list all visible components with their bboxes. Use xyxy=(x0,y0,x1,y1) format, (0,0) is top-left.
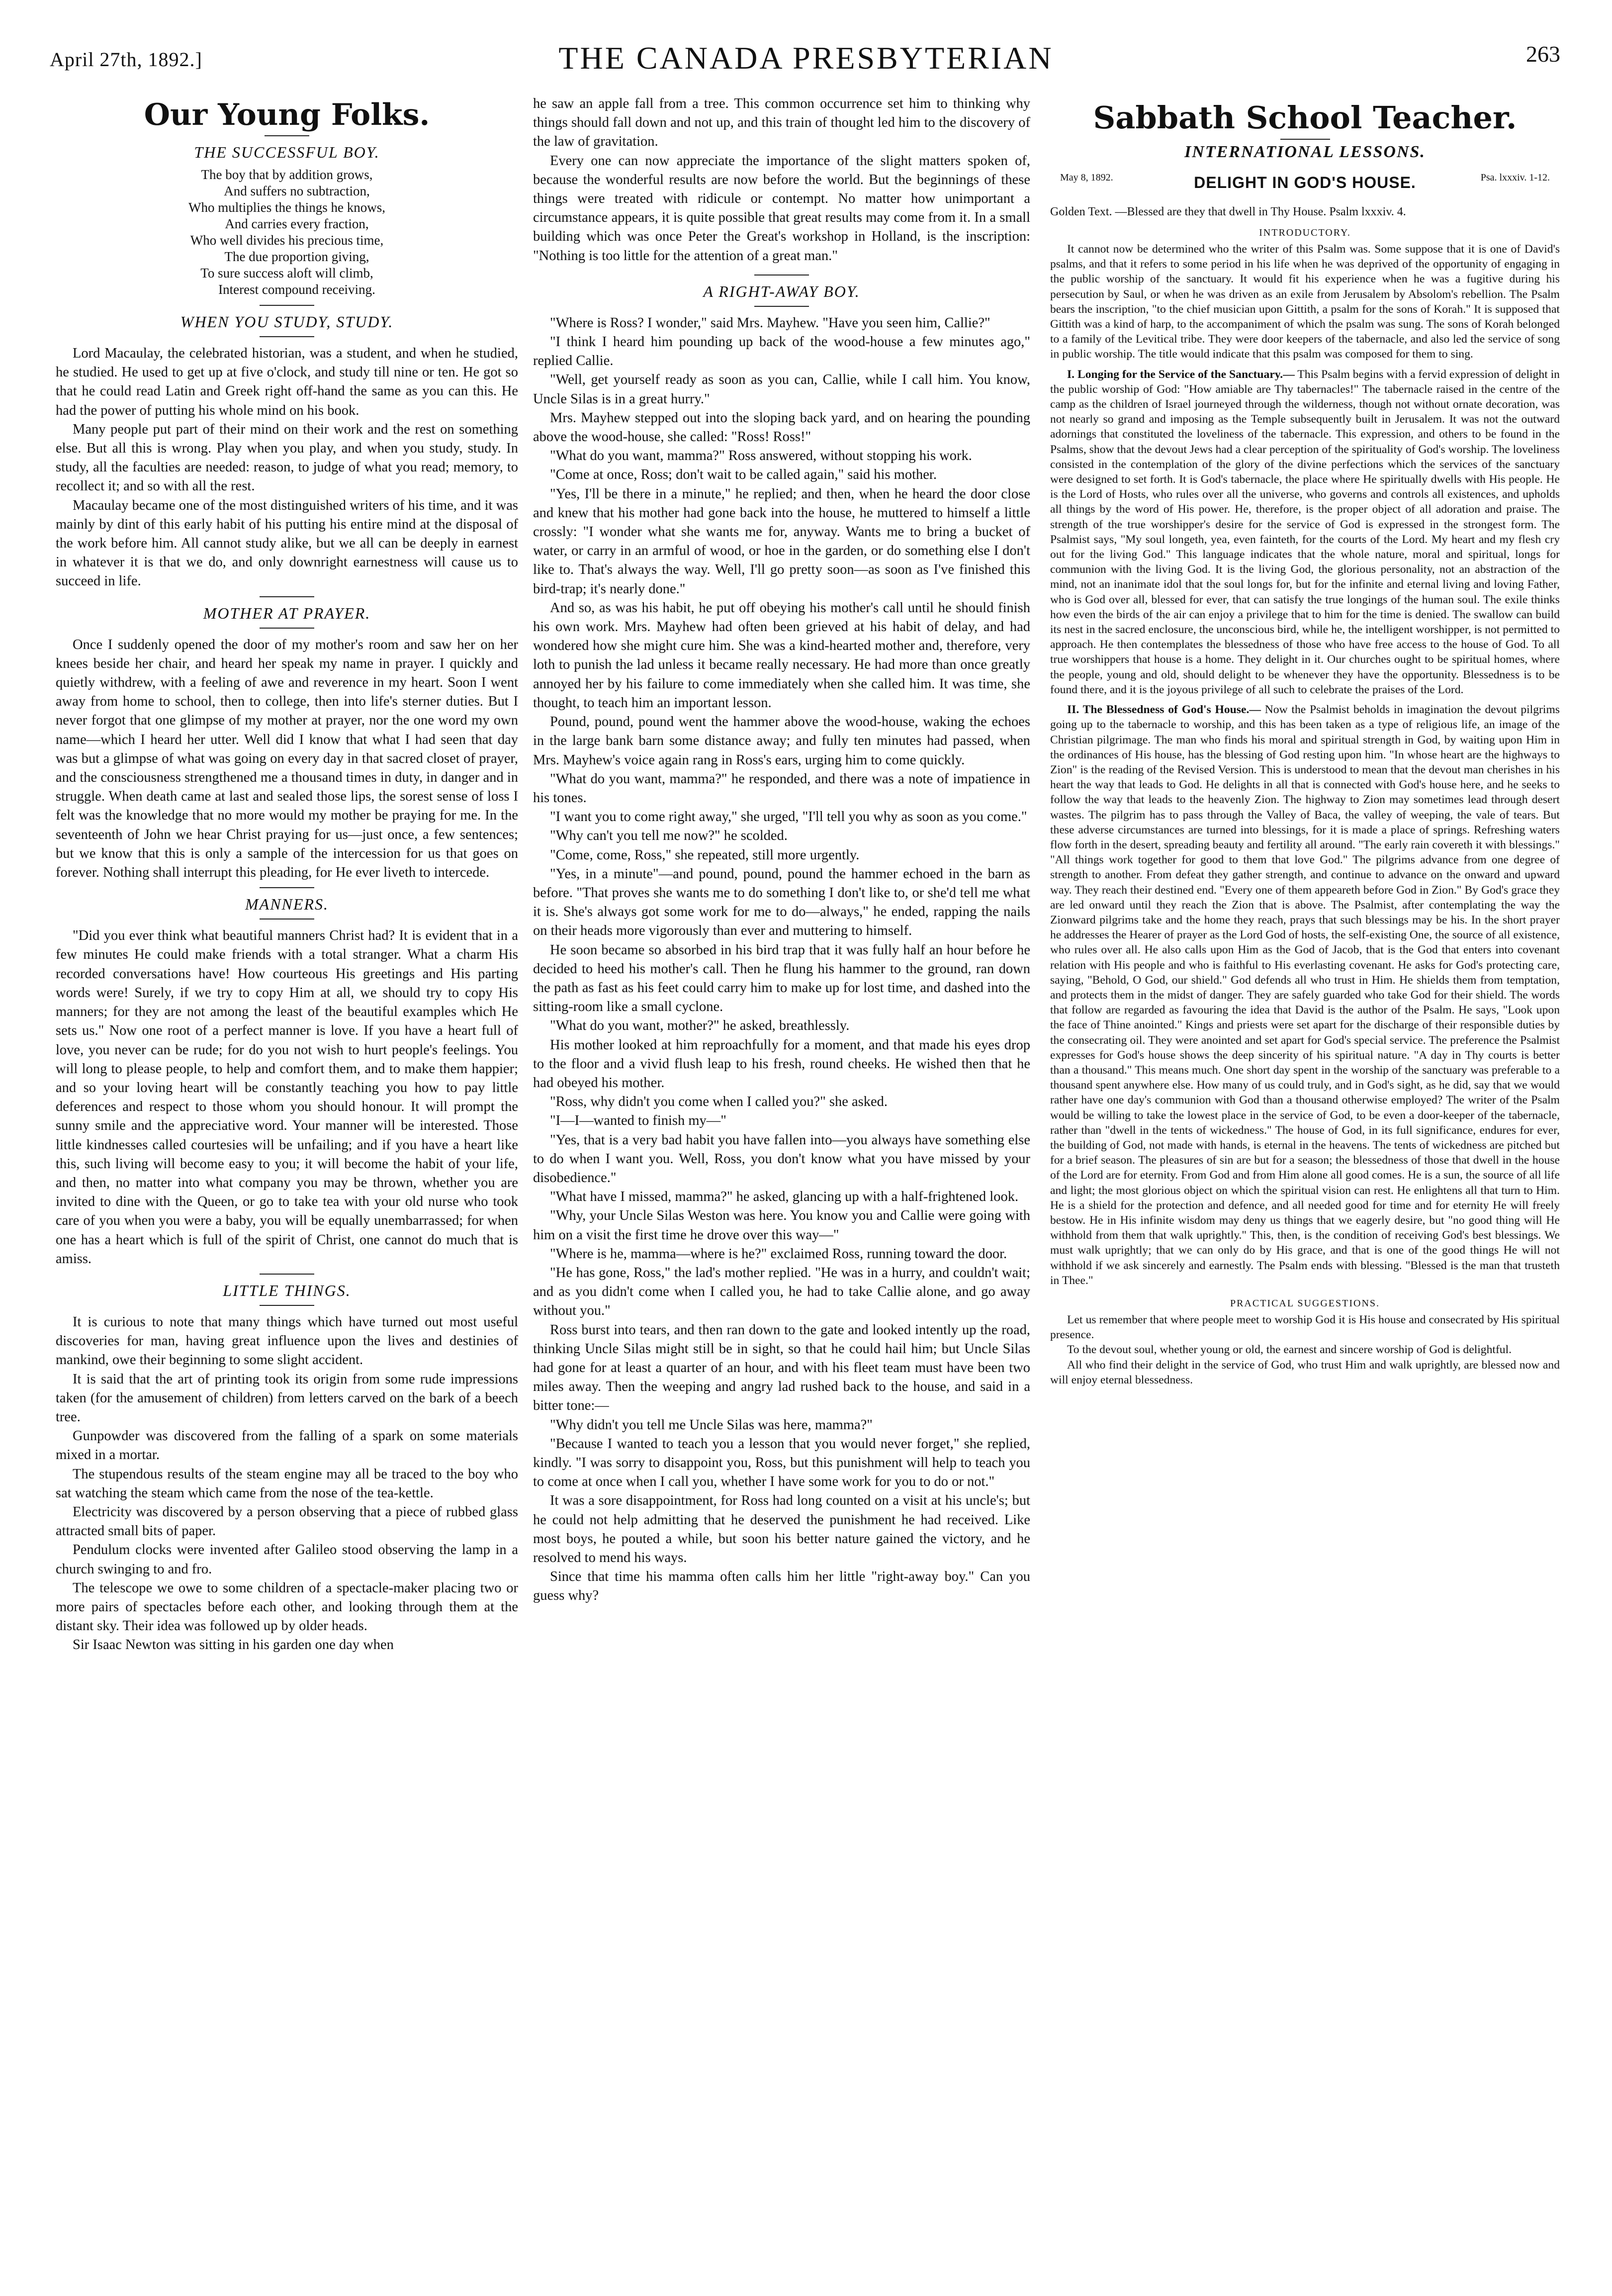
poem-line: Who well divides his precious time, xyxy=(190,233,384,248)
paragraph: His mother looked at him reproachfully for a moment, and that made his eyes drop to the floor and a vivid flush leap to his fresh, round cheeks. He wished then that he had obeyed his mother. xyxy=(533,1037,1030,1091)
article-title: MOTHER AT PRAYER. xyxy=(203,604,371,622)
divider xyxy=(260,1274,314,1275)
story-body xyxy=(533,314,1030,1606)
divider xyxy=(754,306,809,307)
article-title: THE SUCCESSFUL BOY. xyxy=(194,143,380,161)
paragraph: It cannot now be determined who the writer of this Psalm was. Some suppose that it is one of David's psalms, and that it refers to some period in his life when he was deprived of the opportunity of engaging in the public worship of the sanctuary. It would fit his experience when he was a fugitive during his persecution by Saul, or when he was driven as an exile from Jerusalem by Absolom's rebellion. The Psalm bears the inscription, "to the chief musician upon Gittith, a psalm for the sons of Korah." It is supposed that Gittith was a kind of harp, to the accompaniment of which the psalm was sung. The sons of Korah belonged to a family of the Levitical tribe. They were door keepers of the tabernacle, and also led the service of song in public worship. The title would indicate that this psalm was composed for them to sing. xyxy=(1050,243,1560,361)
column-young-folks xyxy=(56,94,518,2258)
divider xyxy=(260,887,314,888)
masthead xyxy=(0,0,1612,99)
divider xyxy=(265,135,309,136)
paragraph: Gunpowder was discovered from the falling of a spark on some materials mixed in a mortar. xyxy=(56,1428,518,1463)
poem xyxy=(56,167,518,298)
paragraph: Every one can now appreciate the importance of the slight matters spoken of, because the wonderful results are now before the world. But the beginnings of these things were treated with ridicule or contempt. No matter how unimportant a circumstance appears, it is quite possible that great results may come from it. In a small building which was once Peter the Great's workshop in Holland, is the inscription: "Nothing is too little for the attention of a great man." xyxy=(533,153,1030,264)
paragraph: "Yes, I'll be there in a minute," he replied; and then, when he heard the door close and knew that his mother had gone back into the house, he muttered to himself a little crossly: "I wonder what she wants me for, anyway. Wants me to bring a bucket of water, or carry in an armful of wood, or hoe in the garden, or do something else I don't like to. That's always the way. Well, I'll go pretty soon—as soon as I've finished this bird-trap; it's nearly done." xyxy=(533,486,1030,597)
divider xyxy=(260,628,314,629)
lesson-reference: Psa. lxxxiv. 1-12. xyxy=(1480,172,1550,183)
paragraph: And so, as was his habit, he put off obeying his mother's call until he should finish his own work. Mrs. Mayhew had often been grieved at his habit of delay, and had wondered how she might cure him. She was a kind-hearted mother and, therefore, very loth to punish the lad unless it became really necessary. He had more than once greatly annoyed her by his failure to come immediately when she called him. It was time, she thought, to teach him an important lesson. xyxy=(533,600,1030,711)
paragraph: "Yes, that is a very bad habit you have fallen into—you always have something else to do when I want you. Well, Ross, you don't know what you have missed by your disobedience." xyxy=(533,1132,1030,1186)
paragraph: "I—I—wanted to finish my—" xyxy=(550,1113,726,1129)
paragraph: Pendulum clocks were invented after Galileo stood observing the lamp in a church swinging to and fro. xyxy=(56,1542,518,1577)
paragraph: "Yes, in a minute"—and pound, pound, pound the hammer echoed in the barn as before. "That proves she wants me to do something I don't like to, or she'd tell me what it is. She's always got some work for me to do—always," he ended, rapping the nails on their heads more vigorously than ever and muttering to himself. xyxy=(533,866,1030,939)
issue-date: April 27th, 1892.] xyxy=(50,48,202,71)
paragraph: "Why, your Uncle Silas Weston was here. You know you and Callie were going with him on a visit the first time he drove over this way—" xyxy=(533,1208,1030,1243)
paragraph: "I think I heard him pounding up back of the wood-house a few minutes ago," replied Callie. xyxy=(533,334,1030,369)
section-text: This Psalm begins with a fervid expression of delight in the public worship of God: "How amiable are Thy tabernacles!" The tabernacle raised in the centre of the camp as the children of Israel journeyed through the wilderness, though not without ornate decoration, was not nearly so grand and imposing as the Temple subsequently built in Jerusalem. It was not the outward adornings that constituted the loveliness of the tabernacle. This expression, and others to be found in the Psalms, show that the devout Jews had a clear perception of the spirituality of God's worship. The loveliness consisted in the contemplation of the glory of the divine perfections which the services of the sanctuary were designed to set forth. It is God's tabernacle, the place where He spiritually dwells with His people. He is the Lord of Hosts, who rules over all the universe, who governs and controls all existences, and upholds all things by the word of His power. He, therefore, is the proper object of all adoration and praise. The strength of the true worshipper's desire for the service of God is expressed in the strongest form. The Psalmist says, "My soul longeth, yea, even fainteth, for the courts of the Lord. My heart and my flesh cry out for the living God." This language indicates that the whole nature, moral and spiritual, longs for communion with the living God. It is the living God, the glorious personality, not an abstraction of the mind, not an inanimate idol that the soul longs for, but for the infinite and eternal living and loving Father, who is God over all, blessed for ever, that can satisfy the true longings of the human soul. The exile thinks how even the birds of the air can enjoy a privilege that to him for the time is denied. The swallow can build its nest in the sacred enclosure, the unconscious bird, while he, the intelligent worshipper, is not permitted to approach. He then contemplates the blessedness of those who have free access to the house of God. To all true worshippers that house is a home. They delight in it. Our churches ought to be spiritual homes, where the people, young and old, should delight to be whenever they have the opportunity. Blessedness is to be found there, and it is the joyous privilege of all such to celebrate the praises of the Lord. xyxy=(1050,367,1560,696)
lesson-title: DELIGHT IN GOD'S HOUSE. xyxy=(1194,174,1416,191)
paragraph: Macaulay became one of the most distinguished writers of his time, and it was mainly by dint of this early habit of his putting his entire mind at the disposal of the work before him. All cannot study alike, but we all can be deeply in earnest in whatever it is that we do, and only downright earnestness will cause us to succeed in life. xyxy=(56,497,518,589)
paragraph: The telescope we owe to some children of a spectacle-maker placing two or more pairs of spectacles before each other, and looking through them at the distant sky. Their idea was followed up by older heads. xyxy=(56,1580,518,1634)
lesson-date: May 8, 1892. xyxy=(1060,172,1113,183)
paragraph: Lord Macaulay, the celebrated historian, was a student, and when he studied, he studied. He used to get up at five o'clock, and study till nine or ten. He got so that he could read Latin and Greek right off-hand the same as you can this. He had the power of putting his whole mind on his book. xyxy=(56,346,518,418)
section-title: II. The Blessedness of God's House.— xyxy=(1067,703,1261,717)
paragraph: "He has gone, Ross," the lad's mother replied. "He was in a hurry, and couldn't wait; and as you didn't come when I called you, he had to take Callie alone, and go away without you." xyxy=(533,1265,1030,1319)
paragraph: "What have I missed, mamma?" he asked, glancing up with a half-frightened look. xyxy=(550,1189,1019,1205)
paragraph: Many people put part of their mind on their work and the rest on something else. But all this is wrong. Play when you play, and when you study, study. In study, all the faculties are needed: reason, to judge of what you read; memory, to recollect it; and so with all the rest. xyxy=(56,421,518,494)
divider xyxy=(754,275,809,276)
paragraph: "Did you ever think what beautiful manners Christ had? It is evident that in a few minutes He could make friends with a total stranger. What a charm His recorded conversations have! How courteous His greetings and His parting words were! Surely, if we try to copy Him at all, we should try to copy His manners; for they are not among the least of the beautiful examples which He sets us." Now one root of a perfect manner is love. If you have a heart full of love, you never can be rude; for do you not wish to hurt people's feelings. You will long to please people, to help and comfort them, and to make them happier; and so your loving heart will be constantly teaching you how to pay little deferences and respect to those whom you should honour. It will prompt the sunny smile and the appreciative word. Your manner will be interested. Those little kindnesses called courtesies will be unfailing; and if you have a heart like this, such living will become easy to you; it will become the habit of your life, and then, no matter into what company you may be thrown, whether you are invited to dine with the Queen, or go to take tea with your old nurse who took care of you when you were a baby, you will be equally unembarrassed; for when one has a heart which is full of the spirit of Christ, one cannot do much that is amiss. xyxy=(56,928,518,1267)
column-sabbath-school xyxy=(1050,94,1560,2258)
poem-line: Interest compound receiving. xyxy=(218,282,375,297)
article-title: LITTLE THINGS. xyxy=(223,1281,351,1299)
paragraph: "Why didn't you tell me Uncle Silas was here, mamma?" xyxy=(550,1417,873,1433)
article-title: MANNERS. xyxy=(245,895,329,914)
paragraph xyxy=(1050,702,1560,1288)
poem-line: To sure success aloft will climb, xyxy=(200,266,373,280)
page-number: 263 xyxy=(1526,41,1560,67)
poem-line: And carries every fraction, xyxy=(225,216,369,231)
paragraph: All who find their delight in the service of God, who trust Him and walk uprightly, are blessed now and will enjoy eternal blessedness. xyxy=(1050,1358,1560,1386)
paragraph: "What do you want, mamma?" he responded, and there was a note of impatience in his tones. xyxy=(533,771,1030,806)
divider xyxy=(260,596,314,597)
golden-text: Golden Text. —Blessed are they that dwell in Thy House. Psalm lxxxiv. 4. xyxy=(1050,205,1406,218)
poem-line: And suffers no subtraction, xyxy=(224,184,370,198)
paragraph: It was a sore disappointment, for Ross had long counted on a visit at his uncle's; but he could not help admitting that he deserved the punishment he had received. Like most boys, he pouted a while, but soon his better nature gained the victory, and he resolved to mend his ways. xyxy=(533,1493,1030,1566)
paragraph: To the devout soul, whether young or old, the earnest and sincere worship of God is delightful. xyxy=(1067,1343,1512,1357)
divider xyxy=(1280,139,1330,140)
divider xyxy=(260,336,314,337)
paragraph: "Well, get yourself ready as soon as you can, Callie, while I call him. You know, Uncle Silas is in a great hurry." xyxy=(533,372,1030,407)
poem-line: The due proportion giving, xyxy=(224,249,369,264)
article-title: WHEN YOU STUDY, STUDY. xyxy=(180,313,394,331)
paragraph: Let us remember that where people meet to worship God it is His house and consecrated by His spiritual presence. xyxy=(1050,1313,1560,1342)
column-continued-stories xyxy=(533,94,1030,2258)
paragraph: It is said that the art of printing took its origin from some rude impressions taken (for the amusement of children) from letters carved on the bark of a beech tree. xyxy=(56,1371,518,1425)
paragraph: "Ross, why didn't you come when I called you?" she asked. xyxy=(550,1094,888,1110)
paragraph: Ross burst into tears, and then ran down to the gate and looked intently up the road, thinking Uncle Silas might still be in sight, so that he could hail him; but Uncle Silas had gone for at least a quarter of an hour, and with his fleet team must have been two miles away. Then the weeping and angry lad rushed back to the house, and said in a bitter tone:— xyxy=(533,1322,1030,1414)
section-subtitle: INTERNATIONAL LESSONS. xyxy=(1184,143,1426,161)
divider xyxy=(260,305,314,306)
divider xyxy=(260,1305,314,1306)
department-heading: Our Young Folks. xyxy=(144,97,430,132)
section-label: PRACTICAL SUGGESTIONS. xyxy=(1230,1298,1380,1309)
paragraph: Pound, pound, pound went the hammer above the wood-house, waking the echoes in the large bank barn some distance away; and fully ten minutes had passed, when Mrs. Mayhew's voice again rang in Ross's ears, urging him to come quickly. xyxy=(533,714,1030,768)
article-title: A RIGHT-AWAY BOY. xyxy=(703,282,860,300)
paragraph: It is curious to note that many things which have turned out most useful discoveries for man, having great influence upon the lives and destinies of mankind, owe their beginning to some slight accident. xyxy=(56,1314,518,1368)
paragraph: Once I suddenly opened the door of my mother's room and saw her on her knees beside her chair, and heard her speak my name in prayer. I quickly and quietly withdrew, with a feeling of awe and reverence in my heart. Soon I went away from home to school, then to college, then into life's sterner duties. But I never forgot that one glimpse of my mother at prayer, nor the one word my own name—which I heard her utter. Well did I know that what I had seen that day was but a glimpse of what was going on every day in that sacred closet of prayer, and the consciousness strengthened me a thousand times in duty, in danger and in struggle. When death came at last and sealed those lips, the sorest sense of loss I felt was the knowledge that no more would my mother be praying for me. In the seventeenth of John we hear Christ praying for us—just once, a few sentences; but we know that this is only a sample of the intercession for us that goes on forever. Nothing shall interrupt this pleading, for He ever liveth to intercede. xyxy=(56,637,518,881)
paragraph: "Come at once, Ross; don't wait to be called again," said his mother. xyxy=(550,467,937,483)
section-label: INTRODUCTORY. xyxy=(1259,227,1351,238)
paragraph: He soon became so absorbed in his bird trap that it was fully half an hour before he decided to heed his mother's call. Then he flung his hammer to the ground, ran down the path as fast as his feet could carry him to make up for lost time, and dashed into the sitting-room like a small cyclone. xyxy=(533,942,1030,1015)
paragraph: "Why can't you tell me now?" he scolded. xyxy=(550,828,788,844)
paragraph: "Where is Ross? I wonder," said Mrs. Mayhew. "Have you seen him, Callie?" xyxy=(550,315,990,331)
paragraph: The stupendous results of the steam engine may all be traced to the boy who sat watching the steam which came from the nose of the tea-kettle. xyxy=(56,1466,518,1501)
newspaper-title: THE CANADA PRESBYTERIAN xyxy=(558,40,1054,76)
poem-line: The boy that by addition grows, xyxy=(201,167,373,182)
section-text: Now the Psalmist beholds in imagination the devout pilgrims going up to the tabernacle to worship, and this has been taken as a type of religious life, an image of the Christian pilgrimage. The man who finds his moral and spiritual strength in God, by waiting upon Him in the ordinances of His house, has the blessing of God resting upon him. "In whose heart are the highways to Zion" is the reading of the Revised Version. This is understood to mean that the devout man cherishes in his heart the way that leads to God. He delights in all that is connected with God's house here, and he seeks to follow the way that leads to the heavenly Zion. The highway to Zion may sometimes lead through desert wastes. The pilgrim has to pass through the Valley of Baca, the valley of weeping, the vale of tears. But these adverse circumstances are turned into blessings, for it is made a place of springs. Refreshing waters flow forth in the desert, spreading beauty and fertility all around. "The early rain covereth it with blessings." "All things work together for good to them that love God." The pilgrims advance from one degree of strength to another. From defeat they gather strength, and continue to advance on the onward and upward way. They reach their destined end. "Every one of them appeareth before God in Zion." By God's grace they are led onward until they reach the Zion that is above. The Psalmist, after contemplating the way the Zionward pilgrims take and the home they reach, prays that such blessings may be his. In the short prayer he addresses the Hearer of prayer as the Lord God of hosts, the self-existing One, the source of all existence, who rules over all. He also calls upon Him as the God of Jacob, that is the God that enters into covenant relation with His people and who is faithful to His everlasting covenant. He asks for God's protecting care, saying, "Behold, O God, our shield." God defends all who trust in Him. He shields them from temptation, and protects them in the midst of danger. They are safely guarded who take God for their shield. The words that follow are regarded as favouring the idea that David is the author of the Psalm. He says, "Look upon the face of Thine anointed." Kings and priests were set apart for the discharge of their responsible duties by the consecrating oil. They were anointed and set apart for God's special service. The preference the Psalmist expresses for God's house shows the deep sincerity of his spiritual nature. "A day in Thy courts is better than a thousand." This means much. One short day spent in the worship of the sanctuary was preferable to a thousand spent anywhere else. How many of us could truly, and in God's sight, as he did, say that we would rather have one day's communion with God than a thousand otherwise employed? The writer of the Psalm would be willing to take the lowest place in the service of God, to be even a door-keeper of the tabernacle, rather than "dwell in the tents of wickedness." The house of God, in its full significance, endures for ever, the building of God, not made with hands, is eternal in the heavens. The tents of wickedness are pitched but for a brief season. The pleasures of sin are but for a season; the blessedness of those that dwell in the house of the Lord are for eternity. From God and from Him alone all good comes. He is a sun, the source of all life and light; the most glorious object on which the spiritual vision can rest. He enlightens all that turn to Him. He is a shield for the protection and defence, and all needed good for time and for eternity He will freely bestow. He in His infinite wisdom may deny us things that we eagerly desire, but "no good thing will He withhold from them that walk uprightly." This, then, is the condition of receiving God's best blessings. We must walk uprightly; that we can only do by His grace, and that is one of the good things He will not withhold if we ask sincerely and earnestly. The Psalm ends with blessing. "Blessed is the man that trusteth in Thee." xyxy=(1050,703,1560,1287)
divider xyxy=(260,918,314,919)
paragraph: Sir Isaac Newton was sitting in his garden one day when xyxy=(73,1637,394,1653)
paragraph: "I want you to come right away," she urged, "I'll tell you why as soon as you come." xyxy=(550,809,1027,825)
paragraph: "Because I wanted to teach you a lesson that you would never forget," she replied, kindly. "I was sorry to disappoint you, Ross, but this punishment will help to teach you to come at once when I call you, whether I have some work for you to do or not." xyxy=(533,1436,1030,1490)
section-title: I. Longing for the Service of the Sanctuary.— xyxy=(1067,367,1295,381)
lesson-header xyxy=(1050,169,1560,201)
paragraph xyxy=(1050,367,1560,697)
paragraph: "What do you want, mother?" he asked, breathlessly. xyxy=(550,1018,850,1034)
poem-line: Who multiplies the things he knows, xyxy=(188,200,385,215)
paragraph: "Where is he, mamma—where is he?" exclaimed Ross, running toward the door. xyxy=(550,1246,1007,1262)
department-heading: Sabbath School Teacher. xyxy=(1093,99,1517,136)
paragraph: Since that time his mamma often calls him her little "right-away boy." Can you guess why? xyxy=(533,1569,1030,1604)
paragraph: "What do you want, mamma?" Ross answered, without stopping his work. xyxy=(550,448,972,464)
paragraph: he saw an apple fall from a tree. This common occurrence set him to thinking why things should fall down and not up, and this train of thought led him to the discovery of the law of gravitation. xyxy=(533,96,1030,150)
paragraph: Mrs. Mayhew stepped out into the sloping back yard, and on hearing the pounding above the wood-house, she called: "Ross! Ross!" xyxy=(533,410,1030,445)
paragraph: "Come, come, Ross," she repeated, still more urgently. xyxy=(550,847,860,863)
paragraph: Electricity was discovered by a person observing that a piece of rubbed glass attracted small bits of paper. xyxy=(56,1504,518,1539)
